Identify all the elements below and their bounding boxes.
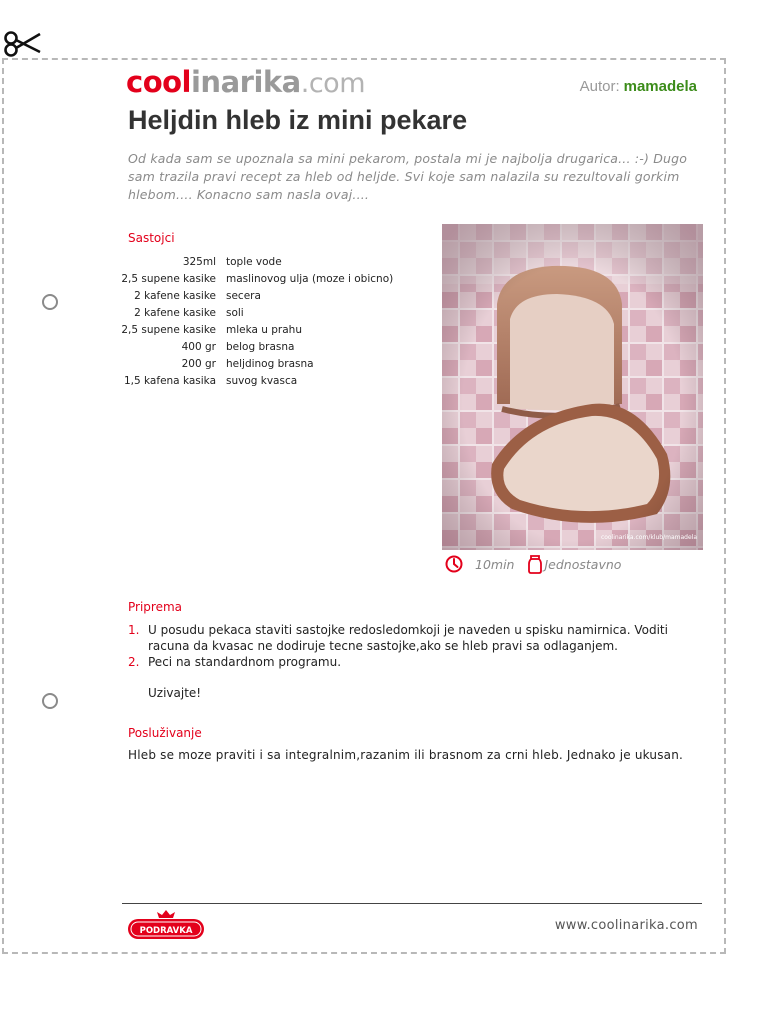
ingredient-row (110, 288, 393, 305)
author-label: Autor: (579, 78, 620, 95)
binder-hole-bottom (42, 693, 58, 709)
ingredient-row (110, 305, 393, 322)
ingredients-heading: Sastojci (128, 231, 175, 245)
method-heading: Priprema (128, 600, 183, 614)
photo-watermark: coolinarika.com/klub/mamadela (600, 534, 697, 541)
ingredient-item: secera (226, 290, 261, 302)
ingredient-qty: 1,5 kafena kasika (124, 375, 216, 387)
method-steps (128, 622, 698, 670)
podravka-logo-text: PODRAVKA (139, 926, 193, 936)
closing-note: Uzivajte! (148, 686, 202, 700)
chef-hat-icon (528, 554, 542, 574)
method-step (128, 622, 698, 654)
footer-url[interactable]: www.coolinarika.com (554, 918, 698, 933)
ingredient-row (110, 373, 393, 390)
prep-time: 10min (475, 556, 515, 572)
step-number: 2. (128, 655, 140, 669)
difficulty-level: Jednostavno (544, 556, 622, 572)
recipe-title: Heljdin hleb iz mini pekare (128, 105, 468, 135)
serving-heading: Posluživanje (128, 726, 202, 740)
ingredient-row (110, 271, 393, 288)
ingredient-qty: 400 gr (181, 341, 216, 353)
ingredient-qty: 2 kafene kasike (134, 307, 216, 319)
ingredients-table (110, 254, 393, 390)
ingredient-qty: 325ml (182, 256, 216, 268)
method-step (128, 654, 698, 670)
ingredient-item: tople vode (226, 256, 282, 268)
ingredient-item: heljdinog brasna (226, 358, 314, 370)
ingredient-qty: 200 gr (181, 358, 216, 370)
binder-hole-top (42, 294, 58, 310)
recipe-meta (444, 554, 621, 574)
ingredient-row (110, 254, 393, 271)
ingredient-item: soli (226, 307, 244, 319)
footer-divider (122, 903, 702, 904)
ingredient-row (110, 322, 393, 339)
step-number: 1. (128, 623, 140, 637)
step-text: Peci na standardnom programu. (148, 655, 342, 669)
ingredient-row (110, 339, 393, 356)
ingredient-qty: 2,5 supene kasike (121, 324, 216, 336)
podravka-logo[interactable] (126, 909, 206, 943)
author-info (580, 78, 697, 95)
serving-text: Hleb se moze praviti i sa integralnim,razanim ili brasnom za crni hleb. Jednako je ukusan. (128, 748, 684, 762)
recipe-intro: Od kada sam se upoznala sa mini pekarom, postala mi je najbolja drugarica... :-) Dugo sam trazila pravi recept za hleb od heljde. Svi koje sam nalazila su rezultovali gorkim hlebom.... Konacno sam nasla ovaj.... (128, 151, 688, 202)
bread-photo-illustration (442, 224, 703, 550)
ingredient-qty: 2,5 supene kasike (121, 273, 216, 285)
ingredient-item: suvog kvasca (226, 375, 298, 387)
coolinarika-logo[interactable]: coolinarika.com (126, 65, 365, 99)
author-name[interactable]: mamadela (623, 78, 697, 95)
ingredient-item: maslinovog ulja (moze i obicno) (226, 273, 394, 285)
scissors-icon (2, 28, 42, 58)
ingredient-row (110, 356, 393, 373)
ingredient-item: mleka u prahu (226, 324, 302, 336)
ingredient-item: belog brasna (226, 341, 295, 353)
step-text: U posudu pekaca staviti sastojke redosledomkoji je naveden u spisku namirnica. Voditi racuna da kvasac ne dodiruje tecne sastojke,ako se hleb pravi sa odlaganjem. (148, 623, 668, 653)
ingredient-qty: 2 kafene kasike (134, 290, 216, 302)
recipe-photo (442, 224, 703, 550)
clock-icon (444, 554, 464, 574)
